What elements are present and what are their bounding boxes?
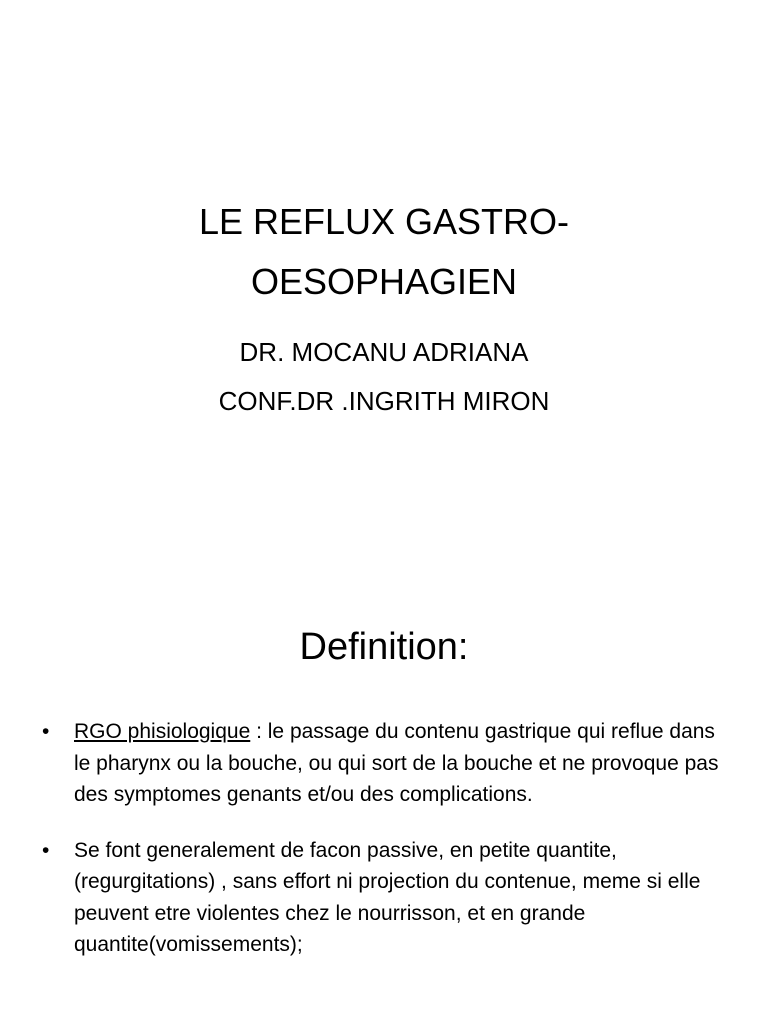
definition-heading: Definition:: [299, 626, 469, 668]
author-primary: DR. MOCANU ADRIANA: [239, 337, 529, 367]
list-item-text: : le passage du contenu gastrique qui reflue dans le pharynx ou la bouche, ou qui sort de la bouche et ne provoque pas des symptomes genants et/ou des complications.: [74, 720, 719, 806]
list-item: [40, 716, 730, 811]
author-secondary: CONF.DR .INGRITH MIRON: [218, 386, 550, 416]
bullet-icon: •: [42, 720, 50, 743]
title-line-2: OESOPHAGIEN: [250, 261, 518, 302]
list-item: [40, 835, 730, 961]
definition-list: [40, 716, 730, 961]
defined-term: RGO phisiologique: [74, 720, 251, 743]
title-line-1: LE REFLUX GASTRO-: [198, 201, 570, 242]
bullet-icon: •: [42, 838, 50, 862]
list-item-text: Se font generalement de facon passive, en petite quantite, (regurgitations) , sans effort ni projection du contenue, meme si elle peuvent etre violentes chez le nourrisson, et en grande quantite(vomissements);: [74, 838, 701, 956]
definition-slide: [0, 576, 768, 1024]
slide-title: [0, 192, 768, 312]
